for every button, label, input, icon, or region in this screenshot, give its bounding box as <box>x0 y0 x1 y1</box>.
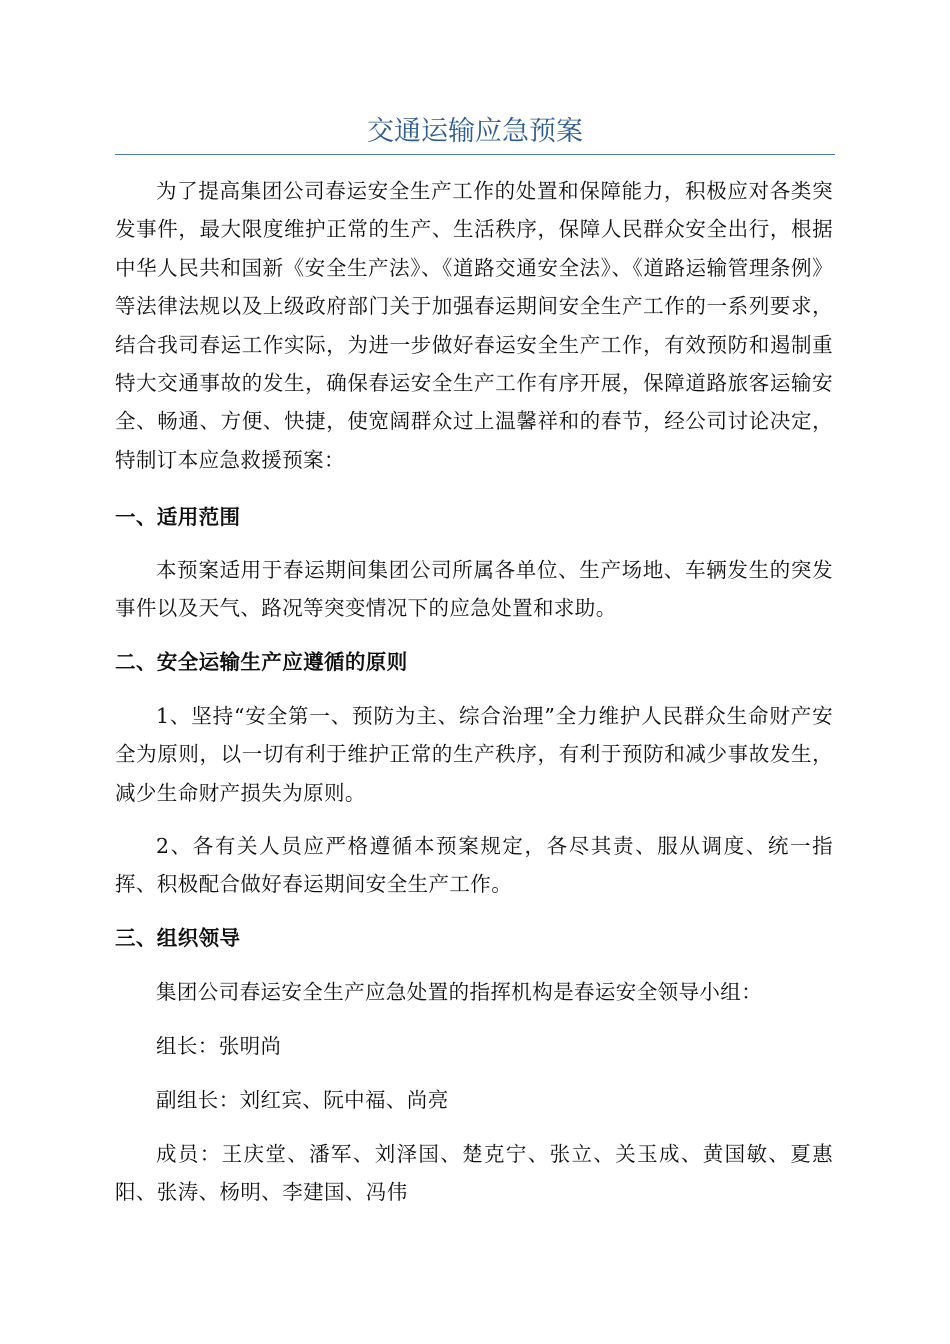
document-title: 交通运输应急预案 <box>367 116 583 147</box>
section-heading-principles: 二、安全运输生产应遵循的原则 <box>115 650 408 674</box>
section-heading-scope: 一、适用范围 <box>115 505 241 529</box>
group-leader-line: 组长：张明尚 <box>156 1034 282 1058</box>
title-underline <box>115 154 835 155</box>
members-paragraph: 成员：王庆堂、潘军、刘泽国、楚克宁、张立、关玉成、黄国敏、夏惠阳、张涛、杨明、李建国、冯伟 <box>115 1142 833 1205</box>
principle-item-1: 1、坚持“安全第一、预防为主、综合治理”全力维护人民群众生命财产安全为原则，以一切有利于维护正常的生产秩序，有利于预防和减少事故发生，减少生命财产损失为原则。 <box>115 704 833 805</box>
organization-paragraph: 集团公司春运安全生产应急处置的指挥机构是春运安全领导小组： <box>156 980 763 1004</box>
principle-item-2: 2、各有关人员应严格遵循本预案规定，各尽其责、服从调度、统一指挥、积极配合做好春运期间安全生产工作。 <box>115 834 833 897</box>
intro-paragraph: 为了提高集团公司春运安全生产工作的处置和保障能力，积极应对各类突发事件，最大限度维护正常的生产、生活秩序，保障人民群众安全出行，根据中华人民共和国新《安全生产法》、《道路交通安全法》、《道路运输管理条例》等法律法规以及上级政府部门关于加强春运期间安全生产工作的一系列要求，结合我司春运工作实际，为进一步做好春运安全生产工作，有效预防和遏制重特大交通事故的发生，确保春运安全生产工作有序开展，保障道路旅客运输安全、畅通、方便、快捷，使宽阔群众过上温馨祥和的春节，经公司讨论决定，特制订本应急救援预案： <box>115 179 833 472</box>
scope-paragraph: 本预案适用于春运期间集团公司所属各单位、生产场地、车辆发生的突发事件以及天气、路况等突变情况下的应急处置和求助。 <box>115 558 833 621</box>
deputy-leader-line: 副组长：刘红宾、阮中福、尚亮 <box>156 1088 449 1112</box>
section-heading-organization: 三、组织领导 <box>115 926 241 950</box>
